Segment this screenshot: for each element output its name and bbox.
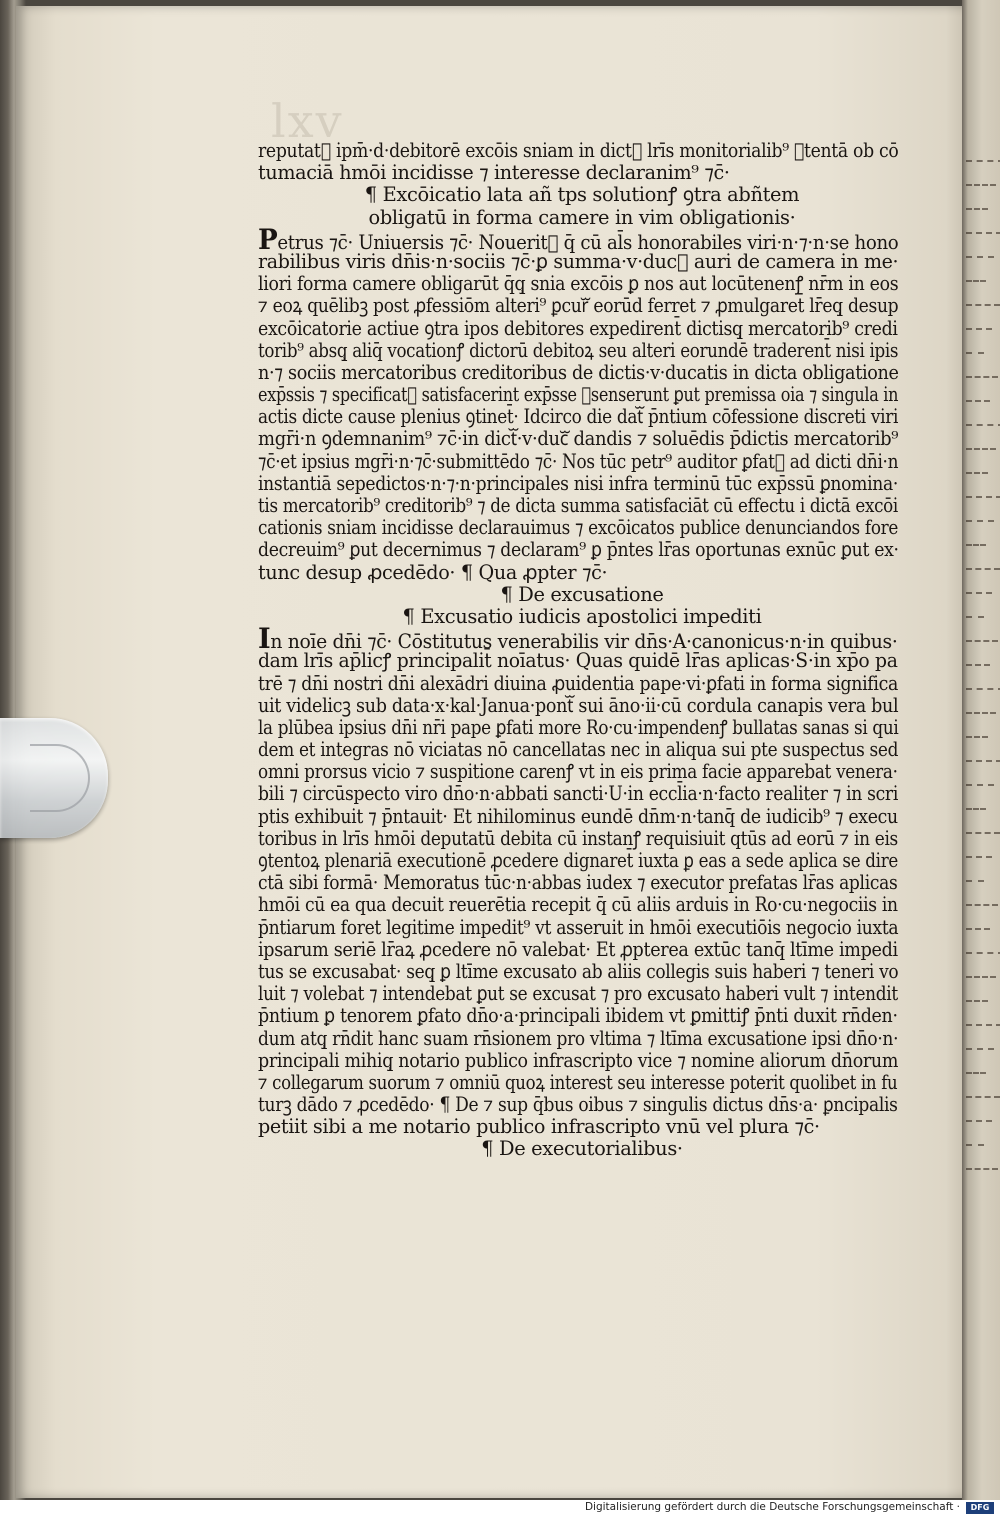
dfg-logo: DFG bbox=[966, 1502, 994, 1514]
text-line: dum atq̧ rn̄dit hanc suam rn̄sionem pro vltima ⁊ ltīma excusatione ipsi dn̄o·n· bbox=[258, 1026, 899, 1050]
page-clip-loop bbox=[30, 744, 90, 812]
text-line: tis mercatorib⁹ creditorib⁹ ⁊ de dicta summa satisfaciāt cū effectu i dictā excōi bbox=[258, 494, 898, 517]
heading-line: ¶ De excusatione bbox=[500, 582, 664, 606]
adjacent-page-text-fragment bbox=[966, 1120, 992, 1132]
show-through-ghost-text: lxv bbox=[271, 94, 344, 148]
adjacent-page-text-fragment bbox=[966, 784, 994, 796]
text-line: p̄ntiarum foret legitime impedit⁹ vt asseruit in hmōi executiōis negocio iuxta bbox=[258, 915, 899, 939]
adjacent-page-text-fragment bbox=[966, 232, 1000, 244]
text-line: hmōi cū ea qua decuit reuerētia recepit q̄ cū aliis arduis in Ro·cu·negociis in bbox=[258, 893, 898, 917]
footer-bar bbox=[0, 1500, 1000, 1516]
adjacent-page-text-fragment bbox=[966, 880, 984, 892]
text-line: ipsarum seriē lr̄aꝝ ꝓcedere nō valebat· Et ꝓpterea extūc tanq̄ ltīme impedi bbox=[258, 937, 898, 961]
text-line: dem et integras nō viciatas nō cancellatas nec in aliqua sui pte suspectus sed bbox=[258, 738, 899, 762]
adjacent-page-text-fragment bbox=[966, 976, 996, 988]
heading-line: ¶ Excusatio iudicis apostolici impediti bbox=[402, 604, 762, 628]
text-line: luit ⁊ volebat ⁊ intendebat ꝑut se excusat ⁊ pro excusato haberi vult ⁊ intendit bbox=[258, 982, 898, 1006]
text-line: tus se excusabat· seq̧ ꝑ ltīme excusato ab aliis collegis suis haberi ⁊ teneri vo bbox=[258, 959, 899, 983]
adjacent-page-text-fragment bbox=[966, 280, 986, 292]
text-line bbox=[258, 222, 899, 256]
text-line: decreuim⁹ ꝑut decernimus ⁊ declaram⁹ ꝑ p̄ntes lr̄as oportunas exnūc ꝑut ex· bbox=[258, 538, 899, 562]
adjacent-page-text-fragment bbox=[966, 328, 992, 340]
adjacent-page-text-fragment bbox=[966, 1024, 1000, 1036]
adjacent-page-text-fragment bbox=[966, 640, 998, 652]
adjacent-page-text-fragment bbox=[966, 424, 1000, 436]
text-line: petiit sibi a me notario publico infrascripto vnū vel plura ⁊c̄· bbox=[258, 1115, 820, 1139]
adjacent-page-text-fragment bbox=[966, 1048, 994, 1060]
adjacent-page-text-fragment bbox=[966, 520, 994, 532]
text-line: ⁊ eoꝝ quēlibꝫ post ꝓfessiōm alteri⁹ ꝑcurᷓ eorūd ferret ⁊ ꝓmulgaret̄ lr̄eq̧ desup bbox=[258, 294, 899, 318]
text-line: torib⁹ absq̧ aliq̄ vocationꝭ dictorū debitoꝝ seu alteri eorundē traderent̄ nisi ipis bbox=[258, 338, 899, 362]
page-clip bbox=[0, 718, 108, 838]
adjacent-page-text-fragment bbox=[966, 472, 988, 484]
text-line: rabilibus viris dn̄is·n·sociis ⁊c̄·ꝑ summa·v·ducᷓ auri de camera in me· bbox=[258, 249, 899, 273]
adjacent-page-text-fragment bbox=[966, 736, 988, 748]
text-line: ⁊c̄·et ipsius mgr̄i·n·⁊c̄·submittēdo ⁊c̄· Nos tūc petr⁹ auditor ꝑfatᷓ ad dicti dn̄i·n bbox=[258, 449, 899, 473]
text-line bbox=[258, 622, 898, 656]
text-line: actis dicte cause plenius ꝯtinet̄· Idcirco die datᷓ p̄ntium cōfessione discreti viri bbox=[258, 405, 899, 429]
text-line: ptis exhibuit ⁊ p̄ntauit· Et nihilominus eundē dn̄m·n·tanq̄ de iudicib⁹ ⁊ execu bbox=[258, 804, 898, 828]
adjacent-page-text-fragment bbox=[966, 544, 986, 556]
adjacent-page-text-fragment bbox=[966, 160, 1000, 172]
adjacent-page-text-fragment bbox=[966, 184, 996, 196]
adjacent-page-text-fragment bbox=[966, 496, 1000, 508]
adjacent-page-text-fragment bbox=[966, 664, 990, 676]
text-line: ꝯtentoꝝ plenariā executionē ꝓcedere dignaret̄ iuxta ꝑ eas a sede aplica se dire bbox=[258, 849, 898, 872]
text-line: tunc desup ꝓcedēdo· ¶ Qua ꝓpter ⁊c̄· bbox=[258, 560, 608, 584]
adjacent-page-text-fragment bbox=[966, 568, 1000, 580]
heading-line: ¶ De executorialibus· bbox=[481, 1137, 683, 1161]
adjacent-page-text-fragment bbox=[966, 400, 990, 412]
text-line: ⁊ collegarum suorum ⁊ omniū quoꝝ interest seu interesse poterit quolibet in fu bbox=[258, 1070, 898, 1094]
text-line: liori forma camere obligarūt q̄q̧ snia excōis ꝑ nos aut locūtenenꝭ nr̄m in eos bbox=[258, 272, 899, 296]
text-line: uit videlicꝫ sub data·x·kal·Janua·pontᷓ sui āno·ii·cū cordula canapis vera bul bbox=[258, 693, 899, 717]
adjacent-page-text-fragment bbox=[966, 1072, 986, 1084]
heading-line: ¶ Excōicatio lata añ tps solutionꝭ ꝯtra abñtem bbox=[364, 183, 800, 207]
text-line: la plūbea ipsius dn̄i nr̄i pape ꝑfati more Ro·cu·impendenꝭ bullatas sanas si qui bbox=[258, 715, 899, 739]
adjacent-page-text-fragment bbox=[966, 448, 996, 460]
adjacent-page-text-fragment bbox=[966, 1000, 988, 1012]
adjacent-page-text-fragment bbox=[966, 904, 998, 916]
adjacent-page-text-fragment bbox=[966, 352, 984, 364]
heading-line: obligatū in forma camere in vim obligationis· bbox=[368, 205, 796, 229]
footer-credit-text: Digitalisierung gefördert durch die Deutsche Forschungsgemeinschaft · bbox=[584, 1501, 960, 1513]
text-line: tumaciā hmōi incidisse ⁊ interesse declaranim⁹ ⁊c̄· bbox=[258, 161, 730, 185]
adjacent-page-text-fragment bbox=[966, 1144, 984, 1156]
text-line: ctā sibi formā· Memoratus tūc·n·abbas iudex ⁊ executor prefatas lr̄as aplicas bbox=[258, 871, 898, 895]
adjacent-page-text-fragment bbox=[966, 616, 984, 628]
adjacent-page-text-fragment bbox=[966, 688, 1000, 700]
text-line: mgr̄i·n ꝯdemnanim⁹ ⁊c̄·in dictᷓ·v·ducᷓ dandis ⁊ soluēdis p̄dictis mercatorib⁹ bbox=[258, 427, 899, 451]
text-line: turꝫ dādo ⁊ ꝓcedēdo· ¶ De ⁊ sup q̄bus oibus ⁊ singulis dictus dn̄s·a· ꝑncipalis bbox=[258, 1093, 898, 1117]
adjacent-page-text-fragment bbox=[966, 1096, 1000, 1108]
adjacent-page-edge bbox=[962, 0, 1000, 1500]
adjacent-page-text-fragment bbox=[966, 712, 996, 724]
adjacent-page-text-fragment bbox=[966, 928, 990, 940]
text-line: exp̄ssis ⁊ specificatᷓ satisfacerint exp̄sse ꝯsenserunt ꝑut premissa oia ⁊ singula in bbox=[258, 383, 899, 407]
text-line: omni prorsus vicio ⁊ suspitione carenꝭ vt in eis prima facie apparebat venera· bbox=[258, 760, 898, 784]
text-line: trē ⁊ dn̄i nostri dn̄i alexādri diuina ꝓuidentia pape·vi·ꝑfati in forma significa bbox=[258, 671, 899, 695]
adjacent-page-text-fragment bbox=[966, 856, 992, 868]
text-line: cationis sniam incidisse declarauimus ⁊ excōicatos publice denunciandos fore bbox=[258, 516, 899, 540]
adjacent-page-text-fragment bbox=[966, 376, 998, 388]
text-line: dam lrīs ap̄licꝭ principalit̄ noīatus· Quas quidē lr̄as aplicas·S·in xp̄o pa bbox=[258, 649, 898, 673]
initial-letter: P bbox=[258, 222, 278, 256]
printed-text-block bbox=[258, 140, 906, 1161]
adjacent-page-text-fragment bbox=[966, 208, 988, 220]
adjacent-page-text-fragment bbox=[966, 808, 986, 820]
text-line-rest: etrus ⁊c̄· Uniuersis ⁊c̄· Nouerit᷑ q̄ cū al̄s honorabiles viri·n·⁊·n·se hono bbox=[277, 230, 899, 254]
text-line-rest: n noīe dn̄i ⁊c̄· Cōstitutus venerabilis vir dn̄s·A·canonicus·n·in quibus· bbox=[270, 630, 898, 654]
adjacent-page-text-fragment bbox=[966, 304, 1000, 316]
text-line: toribus in lrīs hmōi deputatū debita cū instanꝭ requisiuit qtūs ad eorū ⁊ in eis bbox=[258, 826, 898, 850]
initial-letter: I bbox=[258, 622, 271, 656]
text-line: instantiā sepedictos·n·⁊·n·principales nisi infra terminū tūc exp̄ssū ꝑnomina· bbox=[258, 471, 899, 495]
adjacent-page-text-fragment bbox=[966, 256, 994, 268]
text-line: excōicatorie actiue ꝯtra ipos debitores expedirent̄ dictisq̧ mercatorib⁹ credi bbox=[258, 316, 898, 340]
adjacent-page-text-fragment bbox=[966, 760, 1000, 772]
text-line: bili ⁊ circūspecto viro dn̄o·n·abbati sancti·U·in eccl̄ia·n·facto realiter ⁊ in scri bbox=[258, 782, 899, 806]
adjacent-page-text-fragment bbox=[966, 1168, 998, 1180]
text-line: n·⁊ sociis mercatoribus creditoribus de dictis·v·ducatis in dicta obligatione bbox=[258, 360, 899, 384]
text-line: p̄ntium ꝑ tenorem ꝑfato dn̄o·a·principali ibidem vt ꝑmittiꝭ p̄nti duxit rn̄den· bbox=[258, 1004, 898, 1028]
adjacent-page-text-fragment bbox=[966, 592, 992, 604]
adjacent-page-text-fragment bbox=[966, 832, 1000, 844]
text-line: reputatᷓ ipm̄·d·debitorē excōis sniam in dictᷓ lrīs monitorialib⁹ ꝯtentā ob cō bbox=[258, 139, 899, 162]
adjacent-page-text-fragment bbox=[966, 952, 1000, 964]
text-line: principali mihiq̧ notario publico infrascripto vice ⁊ nomine aliorum dn̄orum bbox=[258, 1048, 899, 1072]
